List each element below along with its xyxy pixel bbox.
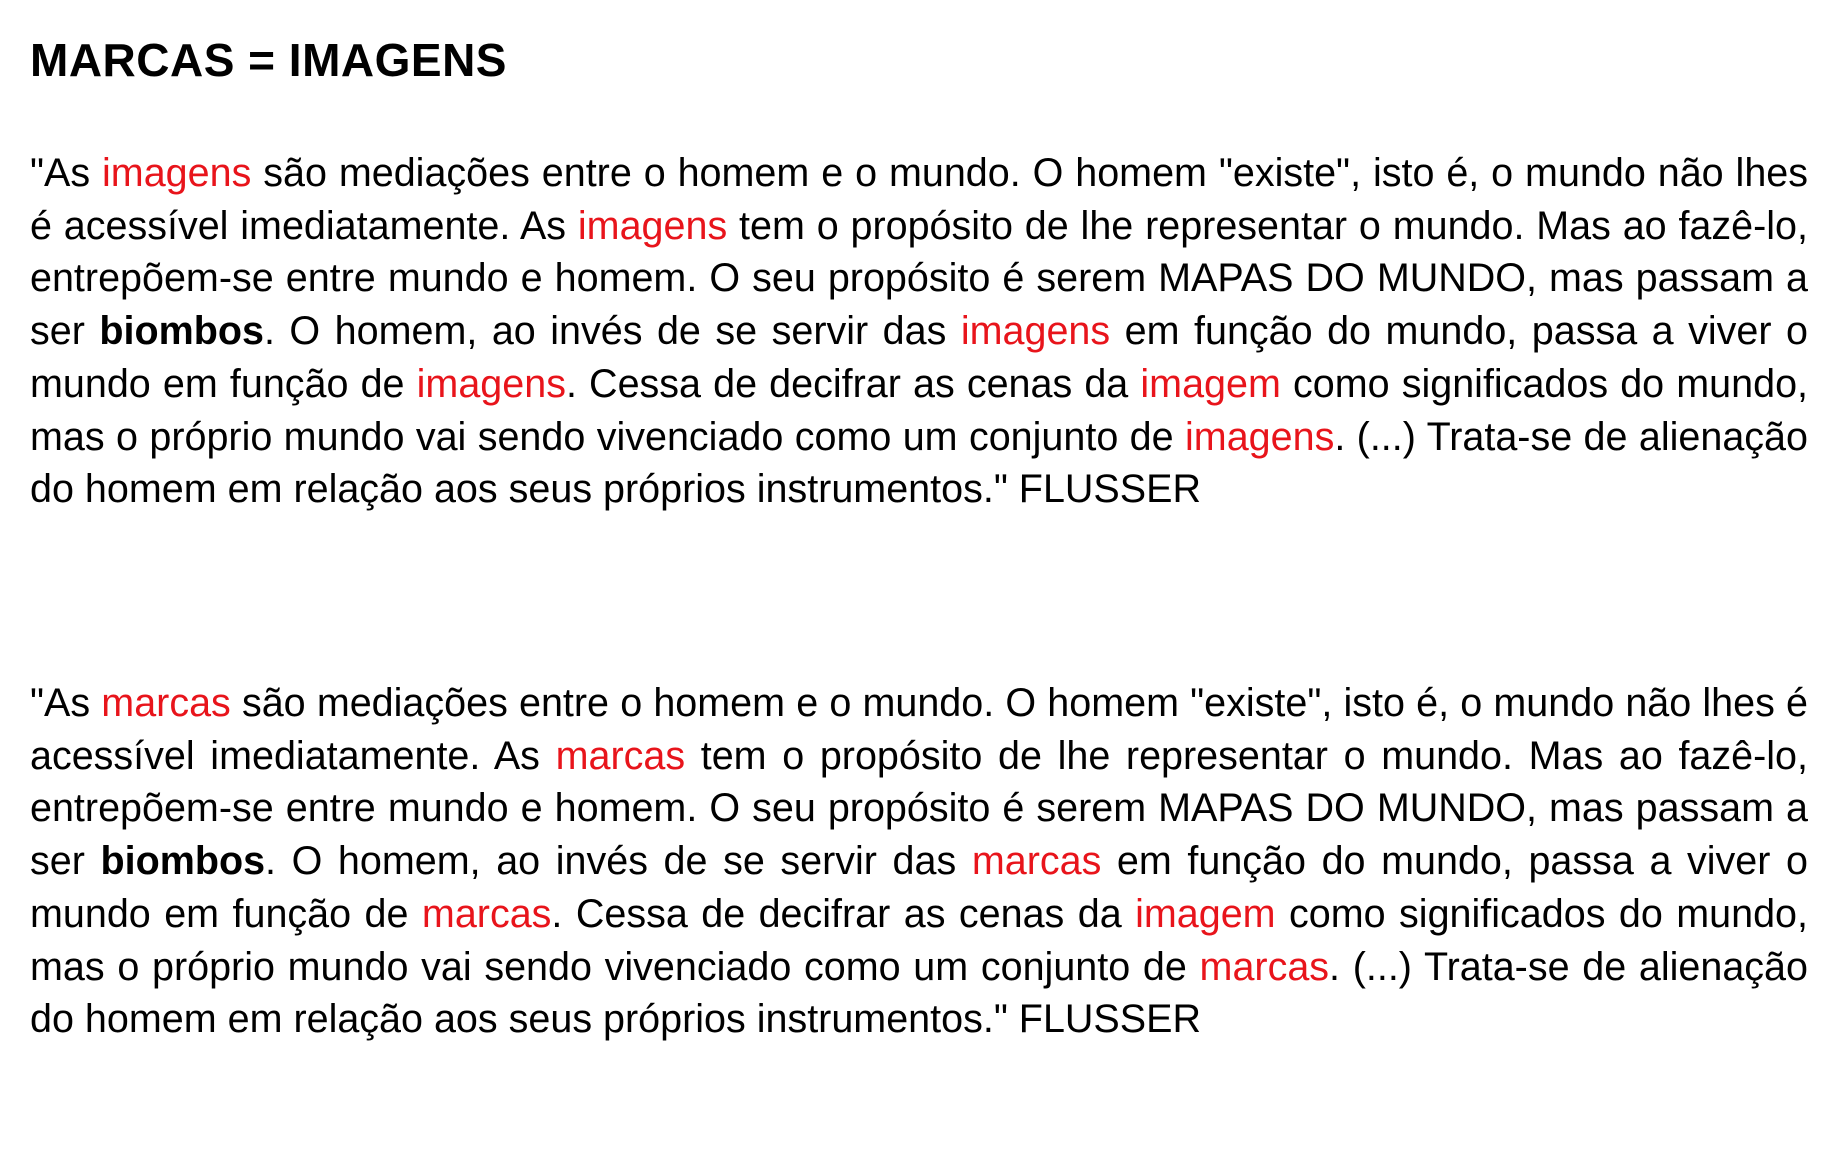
text-run: "As bbox=[30, 151, 103, 195]
text-run: "As bbox=[30, 681, 102, 725]
text-run: . (...) Trata-se de alienação do homem em relação aos seus próprios instrumentos." FLUSSER bbox=[30, 944, 1808, 1042]
quote-paragraph-imagens bbox=[30, 147, 1808, 516]
text-run: em função do mundo, passa a viver o mundo em função de bbox=[30, 309, 1808, 406]
bold-word: biombos bbox=[99, 309, 264, 354]
text-run: são mediações entre o homem e o mundo. O homem "existe", isto é, o mundo não lhes é acessível imediatamente. As bbox=[30, 681, 1809, 778]
page-title: MARCAS = IMAGENS bbox=[30, 34, 507, 86]
document-page bbox=[30, 30, 1809, 1042]
text-run: tem o propósito de lhe representar o mundo. Mas ao fazê-lo, entrepõem-se entre mundo e homem. O seu propósito é serem MAPAS DO MUNDO, mas passam a ser bbox=[30, 203, 1808, 354]
highlighted-word: marcas bbox=[971, 839, 1102, 884]
text-run: . Cessa de decifrar as cenas da bbox=[565, 361, 1141, 406]
highlighted-word: imagens bbox=[416, 361, 566, 406]
text-run: como significados do mundo, mas o próprio mundo vai sendo vivenciado como um conjunto de bbox=[30, 891, 1808, 989]
text-run: . Cessa de decifrar as cenas da bbox=[551, 891, 1136, 936]
highlighted-word: imagens bbox=[577, 203, 728, 248]
highlighted-word: imagens bbox=[102, 151, 252, 195]
highlighted-word: marcas bbox=[1199, 944, 1330, 989]
quote-paragraph-marcas bbox=[30, 677, 1808, 1046]
highlighted-word: imagem bbox=[1140, 361, 1281, 406]
highlighted-word: marcas bbox=[421, 891, 552, 936]
highlighted-word: marcas bbox=[101, 681, 231, 725]
bold-word: biombos bbox=[100, 839, 266, 884]
highlighted-word: imagens bbox=[1185, 414, 1335, 459]
text-run: como significados do mundo, mas o próprio mundo vai sendo vivenciado como um conjunto de bbox=[30, 361, 1809, 459]
text-run: em função do mundo, passa a viver o mundo em função de bbox=[30, 839, 1808, 936]
highlighted-word: imagem bbox=[1135, 891, 1276, 936]
highlighted-word: imagens bbox=[960, 309, 1111, 354]
text-run: . O homem, ao invés de se servir das bbox=[263, 309, 961, 354]
text-run: são mediações entre o homem e o mundo. O homem "existe", isto é, o mundo não lhes é acessível imediatamente. As bbox=[30, 151, 1809, 248]
highlighted-word: marcas bbox=[555, 733, 686, 778]
text-run: tem o propósito de lhe representar o mundo. Mas ao fazê-lo, entrepõem-se entre mundo e homem. O seu propósito é serem MAPAS DO MUNDO, mas passam a ser bbox=[30, 733, 1808, 884]
text-run: . (...) Trata-se de alienação do homem em relação aos seus próprios instrumentos." FLUSSER bbox=[30, 414, 1808, 512]
text-run: . O homem, ao invés de se servir das bbox=[265, 839, 972, 884]
